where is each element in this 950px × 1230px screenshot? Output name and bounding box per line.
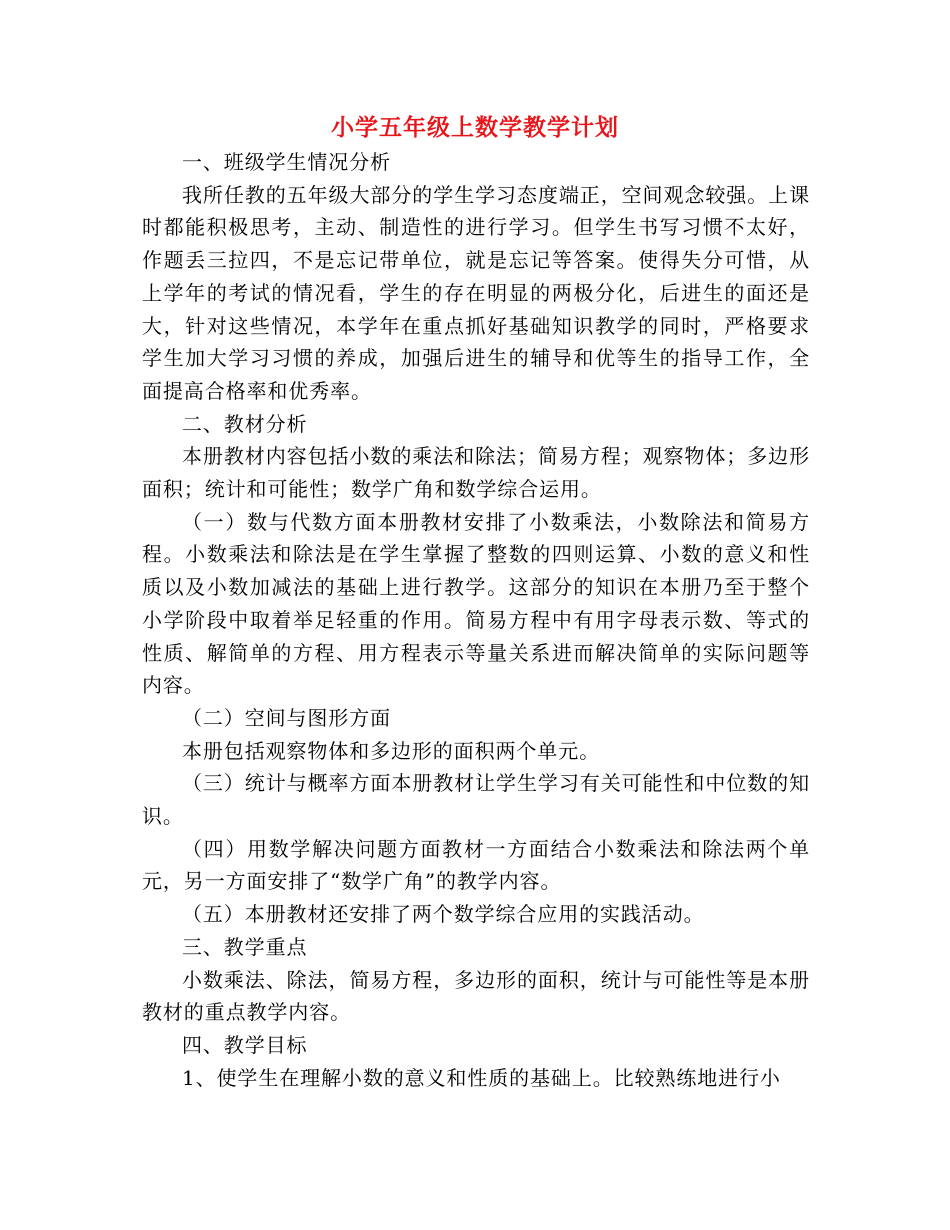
- paragraph-statistics-probability: （三）统计与概率方面本册教材让学生学习有关可能性和中位数的知识。: [142, 771, 810, 829]
- paragraph-textbook-contents: 本册教材内容包括小数的乘法和除法；简易方程；观察物体；多边形面积；统计和可能性；数学广角和数学综合运用。: [142, 444, 810, 502]
- paragraph-teaching-goal-1: 1、使学生在理解小数的意义和性质的基础上。比较熟练地进行小: [182, 1065, 781, 1090]
- paragraph-space-geometry: 本册包括观察物体和多边形的面积两个单元。: [182, 738, 600, 763]
- paragraph-problem-solving: （四）用数学解决问题方面教材一方面结合小数乘法和除法两个单元，另一方面安排了“数学广角”的教学内容。: [142, 836, 810, 894]
- paragraph-teaching-focus: 小数乘法、除法，简易方程，多边形的面积，统计与可能性等是本册教材的重点教学内容。: [142, 967, 810, 1025]
- subheading-space-geometry: （二）空间与图形方面: [182, 705, 391, 730]
- section-heading-class-analysis: 一、班级学生情况分析: [182, 150, 391, 174]
- section-heading-teaching-goals: 四、教学目标: [182, 1032, 308, 1057]
- paragraph-practice-activities: （五）本册教材还安排了两个数学综合应用的实践活动。: [182, 902, 705, 927]
- document-title: 小学五年级上数学教学计划: [331, 114, 619, 141]
- paragraph-numbers-algebra: （一）数与代数方面本册教材安排了小数乘法，小数除法和简易方程。小数乘法和除法是在学生掌握了整数的四则运算、小数的意义和性质以及小数加减法的基础上进行教学。这部分的知识在本册乃至于整个小学阶段中取着举足轻重的作用。简易方程中有用字母表示数、等式的性质、解简单的方程、用方程表示等量关系进而解决简单的实际问题等内容。: [142, 509, 810, 698]
- section-heading-teaching-focus: 三、教学重点: [182, 934, 308, 959]
- paragraph-class-analysis: 我所任教的五年级大部分的学生学习态度端正，空间观念较强。上课时都能积极思考，主动、制造性的进行学习。但学生书写习惯不太好，作题丢三拉四，不是忘记带单位，就是忘记等答案。使得失分可惜，从上学年的考试的情况看，学生的存在明显的两极分化，后进生的面还是大，针对这些情况，本学年在重点抓好基础知识教学的同时，严格要求学生加大学习习惯的养成，加强后进生的辅导和优等生的指导工作，全面提高合格率和优秀率。: [142, 182, 810, 403]
- document-body: [142, 146, 810, 1094]
- section-heading-textbook-analysis: 二、教材分析: [182, 411, 308, 436]
